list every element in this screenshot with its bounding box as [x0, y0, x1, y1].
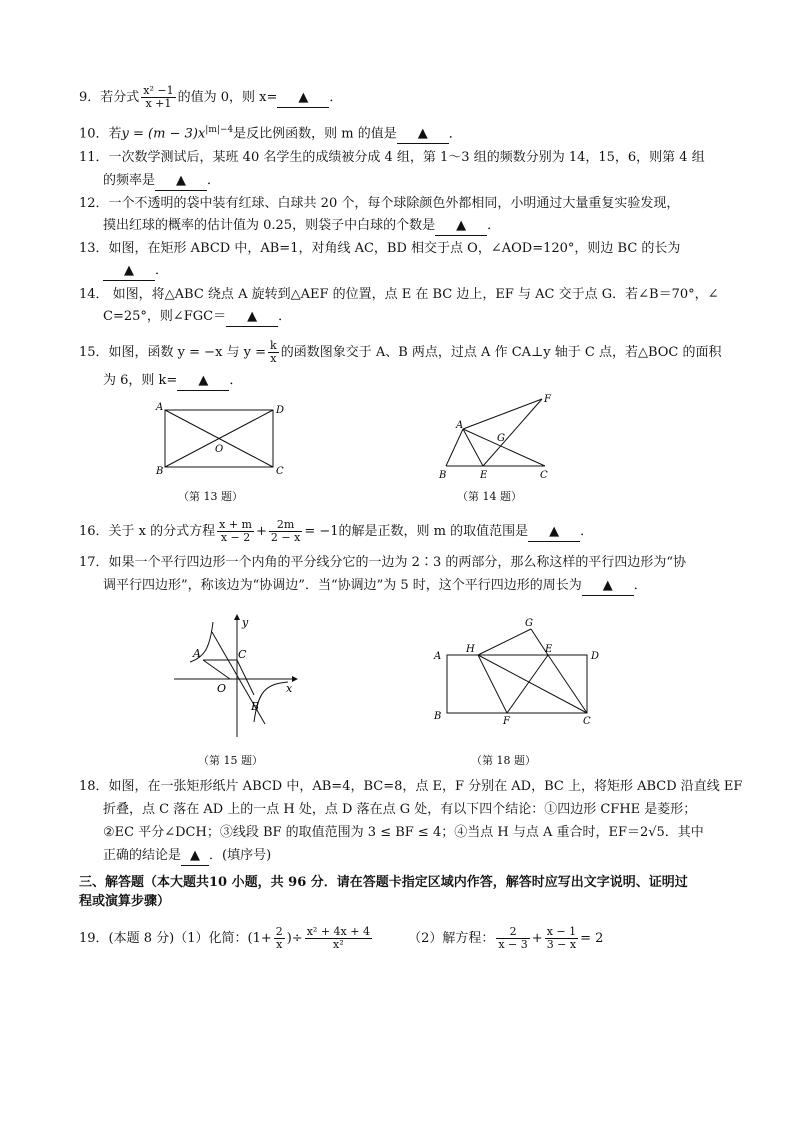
label-A: A [156, 402, 164, 413]
question-13: 13．如图，在矩形 ABCD 中，AB=1，对角线 AC，BD 相交于点 O，∠AOD=120°，则边 BC 的长为 [79, 241, 681, 256]
question-18: 18．如图，在一张矩形纸片 ABCD 中，AB=4，BC=8，点 E，F 分别在 AD，BC 上，将矩形 ABCD 沿直线 EF [79, 779, 743, 794]
question-19: 19．(本题 8 分)（1）化简：(1+ $\frac{2}{x}$ )÷ $\frac{\text{x² + 4x + 4}}{\text{x²}}$ （2）解方程： $\frac{2}{x - 3}$ + $\frac{x - 1}{3 - x}$ = 2 [79, 925, 604, 951]
label-B: B [251, 700, 260, 713]
question-15-cont: 为 6，则 k= ▲ ． [103, 372, 242, 391]
answer-blank[interactable]: ▲ [528, 523, 580, 542]
label-x: x [286, 682, 293, 695]
label-C: C [540, 470, 548, 481]
label-D: D [276, 405, 285, 416]
label-C: C [238, 648, 247, 661]
question-14: 14． 如图，将△ABC 绕点 A 旋转到△AEF 的位置，点 E 在 BC 边上，EF 与 AC 交于点 G．若∠B＝70°，∠ [79, 287, 719, 302]
question-10: 10．若$y = (m - 3)x^{|m|-4}$是反比例函数，则 m 的值是 ▲ ． [79, 121, 462, 144]
label-A: A [193, 647, 201, 660]
answer-blank[interactable]: ▲ [435, 217, 487, 236]
question-9: 9．若分式 $\frac{\text{x² −1}}{x +1}$ 的值为 0，则 x= ▲ ． [79, 84, 343, 110]
label-E: E [480, 470, 488, 481]
figure-13-caption: （第 13 题） [178, 490, 243, 503]
question-11-cont: 的频率是 ▲ ． [103, 172, 220, 191]
label-G: G [497, 433, 505, 444]
question-12: 12．一个不透明的袋中装有红球、白球共 20 个，每个球除颜色外都相同，小明通过大量重复实验发现， [79, 196, 680, 211]
figure-15-caption: （第 15 题） [198, 754, 263, 767]
figure-18-caption: （第 18 题） [471, 754, 536, 767]
question-11: 11．一次数学测试后，某班 40 名学生的成绩被分成 4 组，第 1～3 组的频数分别为 14，15，6，则第 4 组 [79, 150, 705, 165]
label-D: D [591, 651, 600, 662]
fraction: $\frac{k}{x}$ [270, 339, 277, 365]
figure-14-triangles [432, 392, 562, 484]
answer-blank[interactable]: ▲ [177, 372, 229, 391]
figure-15-graph [170, 612, 300, 742]
question-18-cont1: 折叠，点 C 落在 AD 上的一点 H 处，点 D 落在点 G 处，有以下四个结论：①四边形 CFHE 是菱形； [103, 802, 697, 817]
label-B: B [156, 466, 164, 477]
figure-13-rectangle [150, 398, 300, 483]
label-H: H [466, 644, 475, 655]
question-16: 16．关于 x 的分式方程 $\frac{x + m}{x - 2}$ + $\frac{2m}{2 - x}$ = −1的解是正数，则 m 的取值范围是 ▲ ． [79, 518, 594, 544]
figure-18-folded-rectangle [428, 612, 606, 730]
answer-blank[interactable]: ▲ [155, 172, 207, 191]
figure-14-caption: （第 14 题） [457, 490, 522, 503]
label-E: E [545, 644, 553, 655]
label-B: B [434, 711, 442, 722]
answer-blank[interactable]: ▲ [277, 89, 329, 108]
question-18-cont2: ②EC 平分∠DCH；③线段 BF 的取值范围为 3 ≤ BF ≤ 4；④当点 H 与点 A 重合时，EF＝2√5．其中 [103, 825, 704, 840]
label-F: F [544, 394, 551, 405]
label-A: A [434, 651, 442, 662]
question-13-cont: ▲ ． [103, 262, 168, 281]
answer-blank[interactable]: ▲ [397, 125, 449, 144]
label-G: G [525, 618, 533, 629]
answer-blank[interactable]: ▲ [582, 577, 634, 596]
label-C: C [276, 466, 284, 477]
label-A: A [456, 420, 464, 431]
label-B: B [439, 470, 447, 481]
question-12-cont: 摸出红球的概率的估计值为 0.25，则袋子中白球的个数是 ▲ ． [103, 217, 500, 236]
question-14-cont: C=25°，则∠FGC＝ ▲ ． [103, 308, 291, 327]
question-17-cont: 调平行四边形”，称该边为“协调边”．当“协调边”为 5 时，这个平行四边形的周长为 ▲ ． [103, 577, 647, 596]
section-3-heading-cont: 程或演算步骤） [79, 894, 171, 909]
answer-blank[interactable]: ▲ [103, 262, 155, 281]
answer-blank[interactable]: ▲ [181, 847, 209, 866]
answer-blank[interactable]: ▲ [226, 308, 278, 327]
question-18-cont3: 正确的结论是 ▲ ．(填序号) [103, 847, 271, 866]
question-15: 15．如图，函数 y = −x 与 y = $\frac{k}{x}$ 的函数图象交于 A、B 两点，过点 A 作 CA⊥y 轴于 C 点，若△BOC 的面积 [79, 339, 722, 365]
label-C: C [583, 716, 591, 727]
label-y: y [242, 616, 249, 629]
fraction: $\frac{\text{x² −1}}{x +1}$ [143, 84, 174, 110]
label-O: O [215, 444, 224, 455]
question-17: 17．如果一个平行四边形一个内角的平分线分它的一边为 2∶3 的两部分，那么称这样的平行四边形为“协 [79, 555, 686, 570]
label-F: F [503, 716, 510, 727]
section-3-heading: 三、解答题（本大题共10 小题，共 96 分．请在答题卡指定区域内作答，解答时应写出文字说明、证明过 [79, 875, 688, 890]
label-O: O [217, 682, 227, 695]
